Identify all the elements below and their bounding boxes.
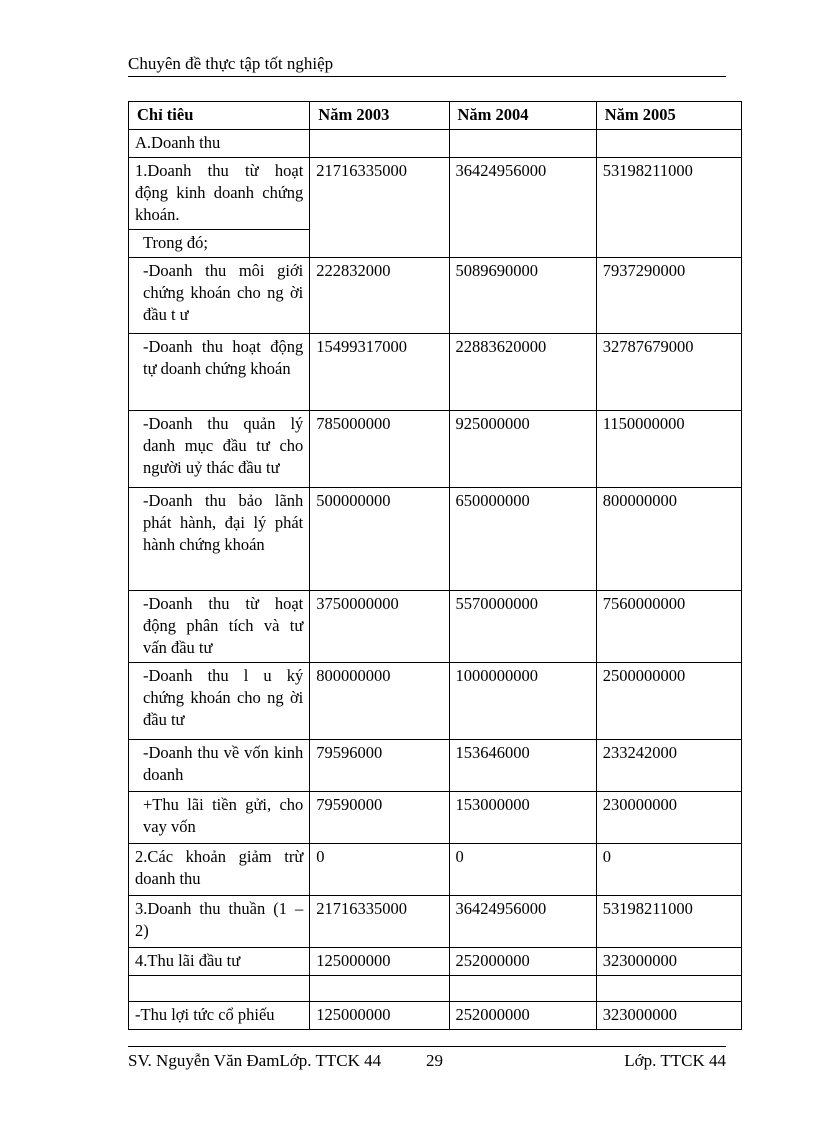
table-row xyxy=(129,158,742,230)
value-2004: 5089690000 xyxy=(449,258,596,334)
row-label: 3.Doanh thu thuần (1 – 2) xyxy=(129,896,310,948)
value-2005: 230000000 xyxy=(596,792,741,844)
value-2004: 36424956000 xyxy=(449,896,596,948)
value-2003: 79590000 xyxy=(310,792,449,844)
value-2004: 36424956000 xyxy=(449,158,596,258)
value-2003: 785000000 xyxy=(310,411,449,488)
value-2003: 0 xyxy=(310,844,449,896)
table-row xyxy=(129,258,742,334)
column-header: Năm 2004 xyxy=(449,102,596,130)
value-2004: 0 xyxy=(449,844,596,896)
row-label: 2.Các khoản giảm trừ doanh thu xyxy=(129,844,310,896)
value-2005: 7937290000 xyxy=(596,258,741,334)
value-2004: 153646000 xyxy=(449,740,596,792)
column-header: Chỉ tiêu xyxy=(129,102,310,130)
row-label: +Thu lãi tiền gửi, cho vay vốn xyxy=(129,792,310,844)
table-row xyxy=(129,740,742,792)
value-2004: 925000000 xyxy=(449,411,596,488)
table-row xyxy=(129,663,742,740)
row-label: -Doanh thu về vốn kinh doanh xyxy=(129,740,310,792)
row-label: 4.Thu lãi đầu tư xyxy=(129,948,310,976)
value-2004: 252000000 xyxy=(449,1002,596,1030)
footer-author: SV. Nguyễn Văn ĐamLớp. TTCK 44 xyxy=(128,1051,382,1070)
value-2004: 5570000000 xyxy=(449,591,596,663)
row-label: -Doanh thu từ hoạt động phân tích và tư vấn đầu tư xyxy=(129,591,310,663)
table-row xyxy=(129,844,742,896)
value-2004: 650000000 xyxy=(449,488,596,591)
value-2004: 1000000000 xyxy=(449,663,596,740)
value-2005: 53198211000 xyxy=(596,158,741,258)
value-2003: 500000000 xyxy=(310,488,449,591)
row-label: -Doanh thu bảo lãnh phát hành, đại lý phát hành chứng khoán xyxy=(129,488,310,591)
column-header: Năm 2003 xyxy=(310,102,449,130)
table-row xyxy=(129,1002,742,1030)
value-2003: 3750000000 xyxy=(310,591,449,663)
value-2005: 32787679000 xyxy=(596,334,741,411)
row-label: -Doanh thu hoạt động tự doanh chứng khoán xyxy=(129,334,310,411)
page-footer xyxy=(128,1046,726,1077)
table-row xyxy=(129,792,742,844)
table-row xyxy=(129,591,742,663)
value-2003: 79596000 xyxy=(310,740,449,792)
value-2003: 125000000 xyxy=(310,948,449,976)
value-2005: 53198211000 xyxy=(596,896,741,948)
revenue-table xyxy=(128,101,742,1030)
value-2004: 22883620000 xyxy=(449,334,596,411)
row-label: -Doanh thu quản lý danh mục đầu tư cho người uỷ thác đầu tư xyxy=(129,411,310,488)
section-label: A.Doanh thu xyxy=(129,130,310,158)
value-2004: 153000000 xyxy=(449,792,596,844)
value-2005: 323000000 xyxy=(596,1002,741,1030)
value-2003: 15499317000 xyxy=(310,334,449,411)
value-2005: 7560000000 xyxy=(596,591,741,663)
value-2005: 0 xyxy=(596,844,741,896)
page-number: 29 xyxy=(426,1051,443,1070)
section-row xyxy=(129,130,742,158)
column-header: Năm 2005 xyxy=(596,102,741,130)
table-row xyxy=(129,948,742,976)
page-header xyxy=(128,52,726,77)
row-label: -Doanh thu môi giới chứng khoán cho ng ời đầu t ư xyxy=(129,258,310,334)
value-2004: 252000000 xyxy=(449,948,596,976)
table-row xyxy=(129,411,742,488)
value-2003: 222832000 xyxy=(310,258,449,334)
value-2005: 800000000 xyxy=(596,488,741,591)
table-row xyxy=(129,488,742,591)
value-2003: 21716335000 xyxy=(310,896,449,948)
value-2003: 125000000 xyxy=(310,1002,449,1030)
row-label: 1.Doanh thu từ hoạt động kinh doanh chứng khoán. xyxy=(129,158,310,230)
table-row xyxy=(129,896,742,948)
row-label: -Thu lợi tức cổ phiếu xyxy=(129,1002,310,1030)
value-2003: 21716335000 xyxy=(310,158,449,258)
value-2005: 233242000 xyxy=(596,740,741,792)
empty-row xyxy=(129,976,742,1002)
value-2005: 2500000000 xyxy=(596,663,741,740)
value-2003: 800000000 xyxy=(310,663,449,740)
value-2005: 1150000000 xyxy=(596,411,741,488)
value-2005: 323000000 xyxy=(596,948,741,976)
table-header-row xyxy=(129,102,742,130)
header-title: Chuyên đề thực tập tốt nghiệp xyxy=(128,54,334,73)
table-row xyxy=(129,334,742,411)
row-label: Trong đó; xyxy=(129,230,310,258)
footer-class: Lớp. TTCK 44 xyxy=(624,1051,726,1070)
row-label: -Doanh thu l u ký chứng khoán cho ng ời đầu tư xyxy=(129,663,310,740)
